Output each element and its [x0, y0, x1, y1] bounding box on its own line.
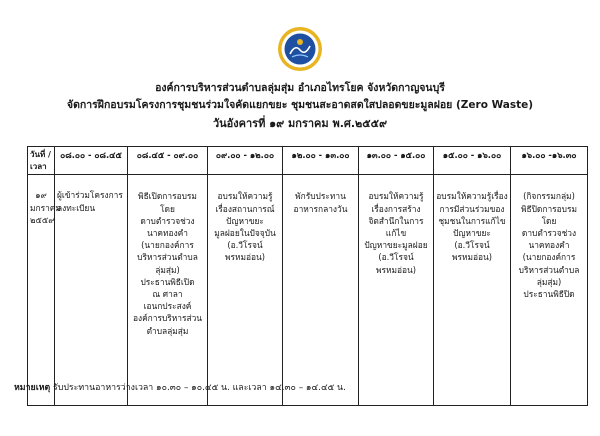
- header-time-slot: ๑๒.๐๐ - ๑๓.๐๐: [283, 147, 359, 175]
- cell-text: พิธีเปิดการอบรม โดย ดาบตำรวจช่วง นาคทองคำ (นายกองค์การ บริหารส่วนตำบล ลุ่มสุ่ม) ประธานพิธีเปิด ณ ศาลา เอนกประสงค์ องค์การบริหารส่วน ตำบลลุ่มสุ่ม: [132, 191, 203, 336]
- schedule-table: [27, 146, 588, 406]
- cell-text: อบรมให้ความรู้ เรื่องสถานการณ์ ปัญหาขยะ มูลฝอยในปัจจุบัน (อ.วีโรจน์ พรหมอ่อน): [214, 191, 276, 263]
- schedule-cell-date: ๑๙ มกราคม ๒๕๕๙: [28, 175, 55, 406]
- schedule-cell-lunch: [283, 175, 359, 406]
- schedule-cell-training-2: [359, 175, 434, 406]
- cell-text: อบรมให้ความรู้เรื่อง การมีส่วนร่วมของ ชุมชนในการแก้ไข ปัญหาขยะ (อ.วีโรจน์ พรหมอ่อน): [436, 191, 508, 263]
- header-time-slot: ๐๘.๐๐ - ๐๘.๔๕: [55, 147, 128, 175]
- header-project-title: จัดการฝึกอบรมโครงการชุมชนร่วมใจคัดแยกขยะ ชุมชนสะอาดสดใสปลอดขยะมูลฝอย (Zero Waste): [66, 99, 534, 111]
- schedule-header-row: [28, 147, 588, 175]
- schedule-cell-closing: [511, 175, 588, 406]
- header-organization: องค์การบริหารส่วนตำบลลุ่มสุ่ม อำเภอไทรโยค จังหวัดกาญจนบุรี: [155, 82, 445, 94]
- schedule-row: [28, 175, 588, 406]
- schedule-cell-opening: [128, 175, 208, 406]
- schedule-cell-training-1: [208, 175, 283, 406]
- header-time-slot: ๐๙.๐๐ - ๑๒.๐๐: [208, 147, 283, 175]
- header-time-slot: ๐๘.๔๕ - ๐๙.๐๐: [128, 147, 208, 175]
- cell-text: อบรมให้ความรู้ เรื่องการสร้าง จิตสำนึกในการแก้ไข ปัญหาขยะมูลฝอย (อ.วีโรจน์ พรหมอ่อน): [364, 191, 428, 275]
- footnote: [14, 380, 346, 394]
- schedule-cell-registration: ผู้เข้าร่วมโครงการ ลงทะเบียน: [55, 175, 128, 406]
- schedule-cell-training-3: [434, 175, 511, 406]
- header-time-slot: ๑๓.๐๐ - ๑๕.๐๐: [359, 147, 434, 175]
- header-date: วันอังคารที่ ๑๙ มกราคม พ.ศ.๒๕๕๙: [212, 117, 388, 130]
- cell-text: (กิจกรรมกลุ่ม) พิธีปิดการอบรม โดย ดาบตำรวจช่วง นาคทองคำ (นายกองค์การ บริหารส่วนตำบล ลุ่มสุ่ม) ประธานพิธีปิด: [518, 191, 580, 300]
- header-date-time: วันที่ / เวลา: [28, 147, 55, 175]
- organization-seal-icon: [277, 26, 323, 72]
- footnote-text: รับประทานอาหารว่างเวลา ๑๐.๓๐ – ๑๐.๔๕ น. และเวลา ๑๔.๓๐ – ๑๔.๔๕ น.: [50, 383, 346, 393]
- header-time-slot: ๑๖.๐๐ -๑๖.๓๐: [511, 147, 588, 175]
- cell-text: พักรับประทาน อาหารกลางวัน: [293, 191, 348, 214]
- footnote-label: หมายเหตุ: [14, 383, 51, 393]
- header-time-slot: ๑๕.๐๐ - ๑๖.๐๐: [434, 147, 511, 175]
